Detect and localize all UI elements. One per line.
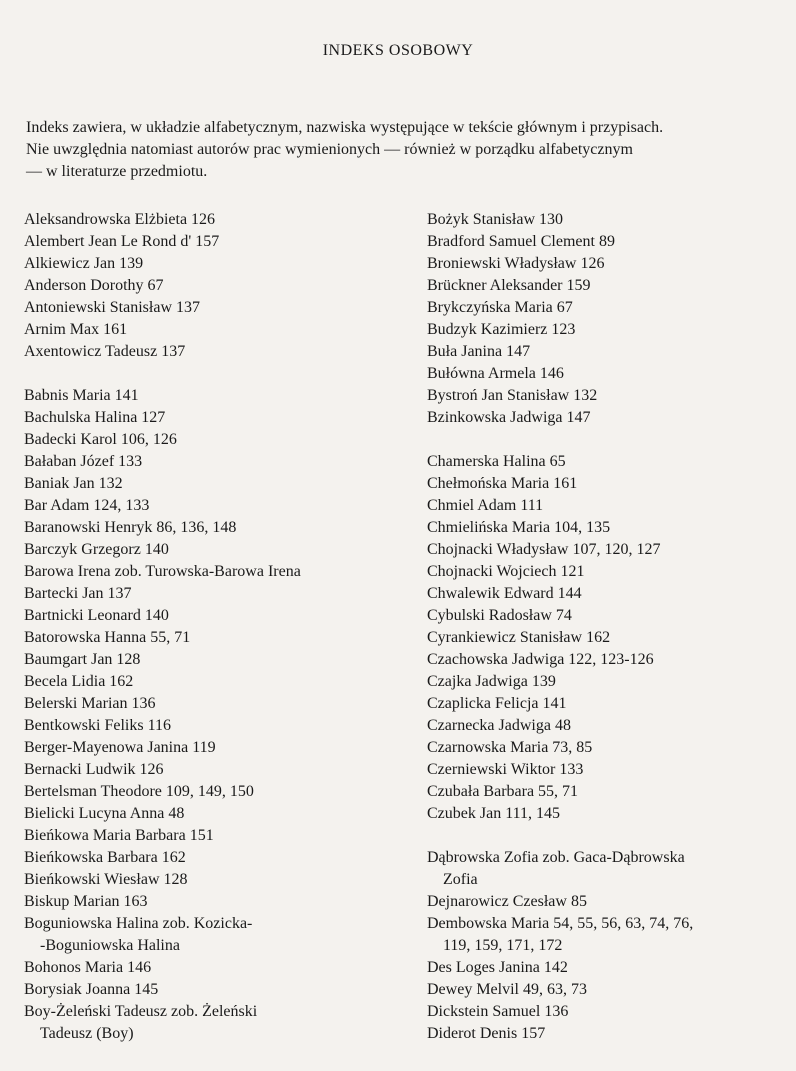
- index-entry-text: Buła Janina 147: [427, 343, 531, 360]
- index-entry: [24, 561, 394, 583]
- index-entry: [427, 1001, 777, 1023]
- index-entry: [24, 583, 394, 605]
- index-entry: [24, 1001, 394, 1045]
- index-entry-text: Czajka Jadwiga 139: [427, 673, 556, 690]
- index-entry-text: Bieńkowa Maria Barbara 151: [24, 827, 214, 844]
- index-entry-text: Alkiewicz Jan 139: [24, 255, 144, 272]
- letter-group-gap: [24, 363, 394, 385]
- index-entry-text: Bertelsman Theodore 109, 149, 150: [24, 783, 254, 800]
- letter-group-gap: [427, 825, 777, 847]
- index-entry-text: Chełmońska Maria 161: [427, 475, 578, 492]
- index-entry: [427, 583, 777, 605]
- index-entry-text: Becela Lidia 162: [24, 673, 134, 690]
- index-entry-continuation: Zofia: [443, 871, 478, 888]
- index-entry: [24, 803, 394, 825]
- index-entry-text: Brykczyńska Maria 67: [427, 299, 573, 316]
- index-entry-text: Aleksandrowska Elżbieta 126: [24, 211, 216, 228]
- index-entry-text: Chwalewik Edward 144: [427, 585, 582, 602]
- index-entry-text: Bradford Samuel Clement 89: [427, 233, 615, 250]
- index-entry-text: Bożyk Stanisław 130: [427, 211, 563, 228]
- index-entry: [427, 473, 777, 495]
- index-entry-text: Berger-Mayenowa Janina 119: [24, 739, 216, 756]
- index-entry-text: Czubek Jan 111, 145: [427, 805, 561, 822]
- index-entry: [24, 979, 394, 1001]
- index-entry: [24, 891, 394, 913]
- index-entry: [24, 671, 394, 693]
- index-entry-text: Barowa Irena zob. Turowska-Barowa Irena: [24, 563, 301, 580]
- index-entry-text: Dewey Melvil 49, 63, 73: [427, 981, 587, 998]
- index-entry: [427, 253, 777, 275]
- index-entry-text: Czarnecka Jadwiga 48: [427, 717, 571, 734]
- index-entry: [427, 1023, 777, 1045]
- index-entry-text: Chmielińska Maria 104, 135: [427, 519, 611, 536]
- index-entry: [427, 341, 777, 363]
- index-entry: [24, 649, 394, 671]
- index-entry: [24, 429, 394, 451]
- index-entry: [427, 605, 777, 627]
- index-entry-text: Axentowicz Tadeusz 137: [24, 343, 186, 360]
- index-entry: [427, 847, 777, 891]
- index-entry: [427, 539, 777, 561]
- index-entry-text: Dąbrowska Zofia zob. Gaca-Dąbrowska: [427, 849, 685, 866]
- index-entry: [427, 385, 777, 407]
- index-entry: [427, 209, 777, 231]
- index-entry-continuation: 119, 159, 171, 172: [443, 937, 563, 954]
- index-entry-text: Czerniewski Wiktor 133: [427, 761, 584, 778]
- index-entry: [24, 407, 394, 429]
- index-entry: [24, 319, 394, 341]
- index-entry-text: Bartnicki Leonard 140: [24, 607, 169, 624]
- index-entry: [427, 957, 777, 979]
- index-entry: [24, 209, 394, 231]
- index-entry: [24, 627, 394, 649]
- index-entry-text: Chojnacki Wojciech 121: [427, 563, 585, 580]
- index-entry: [24, 847, 394, 869]
- index-entry-text: Cybulski Radosław 74: [427, 607, 572, 624]
- index-entry-text: Baranowski Henryk 86, 136, 148: [24, 519, 237, 536]
- index-entry: [427, 979, 777, 1001]
- index-entry-text: Des Loges Janina 142: [427, 959, 568, 976]
- intro-line: — w literaturze przedmiotu.: [26, 163, 208, 180]
- index-entry-text: Bieńkowski Wiesław 128: [24, 871, 188, 888]
- index-entry-text: Badecki Karol 106, 126: [24, 431, 177, 448]
- index-column-left: [24, 209, 394, 1045]
- index-entry-text: Czachowska Jadwiga 122, 123-126: [427, 651, 654, 668]
- index-entry-text: Bułówna Armela 146: [427, 365, 564, 382]
- index-entry: [24, 913, 394, 957]
- index-entry-text: Dickstein Samuel 136: [427, 1003, 569, 1020]
- index-entry-text: Brückner Aleksander 159: [427, 277, 591, 294]
- index-entry-text: Czubała Barbara 55, 71: [427, 783, 579, 800]
- index-entry-text: Chamerska Halina 65: [427, 453, 566, 470]
- index-entry: [24, 605, 394, 627]
- index-entry: [427, 627, 777, 649]
- index-entry: [24, 341, 394, 363]
- index-entry-text: Czarnowska Maria 73, 85: [427, 739, 593, 756]
- index-entry-text: Czaplicka Felicja 141: [427, 695, 567, 712]
- index-entry: [427, 275, 777, 297]
- index-entry-text: Biskup Marian 163: [24, 893, 148, 910]
- index-entry-text: Bałaban Józef 133: [24, 453, 143, 470]
- index-entry-text: Batorowska Hanna 55, 71: [24, 629, 191, 646]
- index-entry-text: Arnim Max 161: [24, 321, 128, 338]
- index-entry: [24, 715, 394, 737]
- index-entry: [24, 957, 394, 979]
- index-entry: [427, 759, 777, 781]
- index-entry: [427, 451, 777, 473]
- index-entry-text: Boguniowska Halina zob. Kozicka-: [24, 915, 253, 932]
- index-entry: [427, 913, 777, 957]
- index-column-right: [427, 209, 777, 1045]
- index-entry-text: Bernacki Ludwik 126: [24, 761, 164, 778]
- index-entry: [24, 693, 394, 715]
- page-title: INDEKS OSOBOWY: [322, 42, 474, 59]
- index-entry: [427, 693, 777, 715]
- index-entry-text: Chmiel Adam 111: [427, 497, 544, 514]
- index-entry: [24, 781, 394, 803]
- intro-line: Nie uwzględnia natomiast autorów prac wymienionych — również w porządku alfabetycznym: [26, 141, 633, 158]
- index-entry: [24, 759, 394, 781]
- index-entry: [427, 363, 777, 385]
- index-entry-text: Bielicki Lucyna Anna 48: [24, 805, 185, 822]
- index-entry: [427, 781, 777, 803]
- index-entry-text: Antoniewski Stanisław 137: [24, 299, 200, 316]
- index-entry-text: Bentkowski Feliks 116: [24, 717, 171, 734]
- index-entry: [427, 803, 777, 825]
- index-entry: [24, 231, 394, 253]
- index-entry-text: Anderson Dorothy 67: [24, 277, 164, 294]
- index-entry-text: Cyrankiewicz Stanisław 162: [427, 629, 611, 646]
- index-entry-text: Bohonos Maria 146: [24, 959, 152, 976]
- index-entry: [24, 275, 394, 297]
- index-entry-continuation: Tadeusz (Boy): [40, 1025, 134, 1042]
- index-entry: [427, 737, 777, 759]
- index-entry: [427, 407, 777, 429]
- index-entry-text: Boy-Żeleński Tadeusz zob. Żeleński: [24, 1003, 258, 1020]
- index-entry: [24, 473, 394, 495]
- index-entry: [427, 891, 777, 913]
- index-entry-text: Barczyk Grzegorz 140: [24, 541, 169, 558]
- index-entry-text: Bzinkowska Jadwiga 147: [427, 409, 591, 426]
- index-entry-text: Dejnarowicz Czesław 85: [427, 893, 587, 910]
- index-entry-text: Babnis Maria 141: [24, 387, 139, 404]
- index-entry: [24, 451, 394, 473]
- index-entry: [24, 869, 394, 891]
- index-entry-text: Baniak Jan 132: [24, 475, 123, 492]
- index-entry: [427, 231, 777, 253]
- index-entry: [24, 385, 394, 407]
- index-entry: [24, 539, 394, 561]
- index-entry-text: Alembert Jean Le Rond d' 157: [24, 233, 220, 250]
- index-entry: [24, 517, 394, 539]
- index-entry-text: Bartecki Jan 137: [24, 585, 132, 602]
- index-entry: [24, 495, 394, 517]
- index-entry-text: Broniewski Władysław 126: [427, 255, 605, 272]
- index-entry-text: Bystroń Jan Stanisław 132: [427, 387, 598, 404]
- intro-paragraph: [26, 117, 778, 183]
- index-entry: [427, 561, 777, 583]
- index-entry: [427, 319, 777, 341]
- intro-line: Indeks zawiera, w układzie alfabetycznym, nazwiska występujące w tekście głównym i przypisach.: [26, 119, 664, 136]
- index-entry-text: Chojnacki Władysław 107, 120, 127: [427, 541, 661, 558]
- index-entry-text: Diderot Denis 157: [427, 1025, 546, 1042]
- index-entry: [427, 671, 777, 693]
- index-entry-text: Belerski Marian 136: [24, 695, 156, 712]
- index-entry: [24, 737, 394, 759]
- index-entry: [427, 715, 777, 737]
- letter-group-gap: [427, 429, 777, 451]
- index-entry: [427, 649, 777, 671]
- index-entry-text: Dembowska Maria 54, 55, 56, 63, 74, 76,: [427, 915, 694, 932]
- index-entry-continuation: -Boguniowska Halina: [40, 937, 180, 954]
- index-entry: [24, 825, 394, 847]
- index-entry: [24, 297, 394, 319]
- index-entry-text: Baumgart Jan 128: [24, 651, 141, 668]
- index-entry: [24, 253, 394, 275]
- index-entry: [427, 297, 777, 319]
- index-entry: [427, 495, 777, 517]
- index-entry: [427, 517, 777, 539]
- index-entry-text: Borysiak Joanna 145: [24, 981, 159, 998]
- index-entry-text: Bar Adam 124, 133: [24, 497, 150, 514]
- index-entry-text: Budzyk Kazimierz 123: [427, 321, 576, 338]
- index-entry-text: Bachulska Halina 127: [24, 409, 166, 426]
- index-entry-text: Bieńkowska Barbara 162: [24, 849, 186, 866]
